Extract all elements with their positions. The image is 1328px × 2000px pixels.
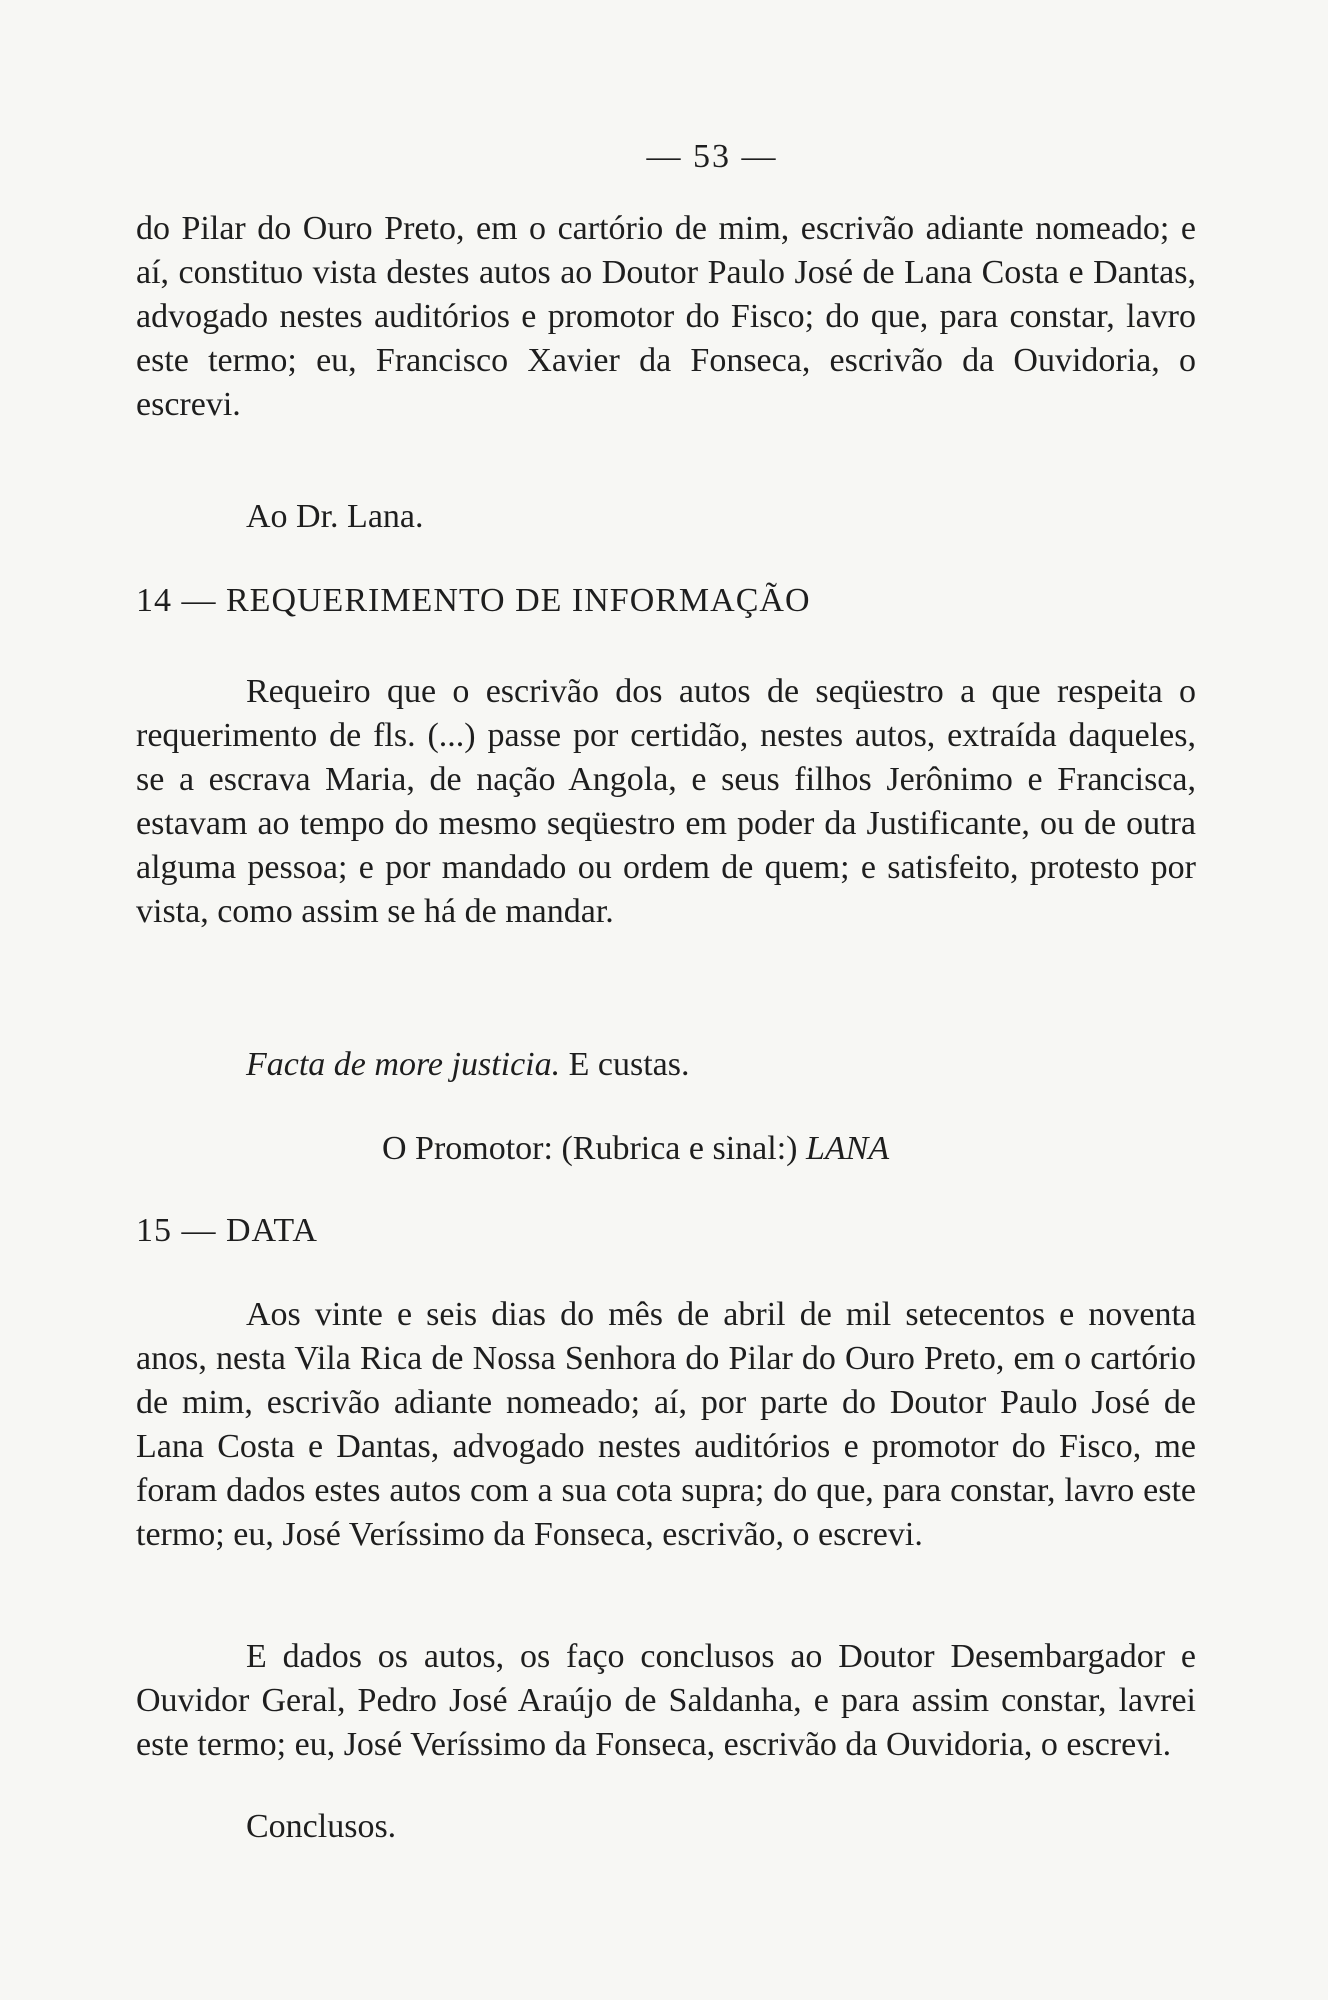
signature-name: LANA xyxy=(805,1130,890,1167)
formula-line xyxy=(246,1046,689,1084)
section-heading-14: 14 — REQUERIMENTO DE INFORMAÇÃO xyxy=(136,582,811,619)
costs-formula: E custas. xyxy=(568,1046,690,1083)
paragraph-opening xyxy=(136,207,1196,427)
paragraph-text: Requeiro que o escrivão dos autos de seqüestro a que respeita o requerimento de fls. (...) passe por certidão, nestes autos, extraída daqueles, se a escrava Maria, de nação Angola, e seus filhos Jerônimo e Francisca, estavam ao tempo do mesmo seqüestro em poder da Justificante, ou de outra alguma pessoa; e por mandado ou ordem de quem; e satisfeito, protesto por vista, como assim se há de mandar. xyxy=(136,673,1196,930)
paragraph-request xyxy=(136,670,1196,934)
paragraph-text: do Pilar do Ouro Preto, em o cartório de mim, escrivão adiante nomeado; e aí, constituo vista destes autos ao Doutor Paulo José de Lana Costa e Dantas, advogado nestes auditórios e promotor do Fisco; do que, para constar, lavro este termo; eu, Francisco Xavier da Fonseca, escrivão da Ouvidoria, o escrevi. xyxy=(136,210,1196,423)
page-number: — 53 — xyxy=(646,138,778,175)
paragraph-text: E dados os autos, os faço conclusos ao Doutor Desembargador e Ouvidor Geral, Pedro José Araújo de Saldanha, e para assim constar, lavrei este termo; eu, José Veríssimo da Fonseca, escrivão da Ouvidoria, o escrevi. xyxy=(136,1638,1196,1763)
latin-formula: Facta de more justicia. xyxy=(246,1046,561,1083)
addressee-line: Ao Dr. Lana. xyxy=(246,498,424,535)
section-heading-15: 15 — DATA xyxy=(136,1212,318,1249)
signature-prefix: O Promotor: (Rubrica e sinal:) xyxy=(382,1130,798,1167)
paragraph-conclusion xyxy=(136,1635,1196,1767)
closing-line: Conclusos. xyxy=(246,1808,397,1845)
signature-line xyxy=(382,1130,889,1168)
paragraph-date xyxy=(136,1293,1196,1557)
paragraph-text: Aos vinte e seis dias do mês de abril de mil setecentos e noventa anos, nesta Vila Rica de Nossa Senhora do Pilar do Ouro Preto, em o cartório de mim, escrivão adiante nomeado; aí, por parte do Doutor Paulo José de Lana Costa e Dantas, advogado nestes auditórios e promotor do Fisco, me foram dados estes autos com a sua cota supra; do que, para constar, lavro este termo; eu, José Veríssimo da Fonseca, escrivão, o escrevi. xyxy=(136,1296,1196,1553)
